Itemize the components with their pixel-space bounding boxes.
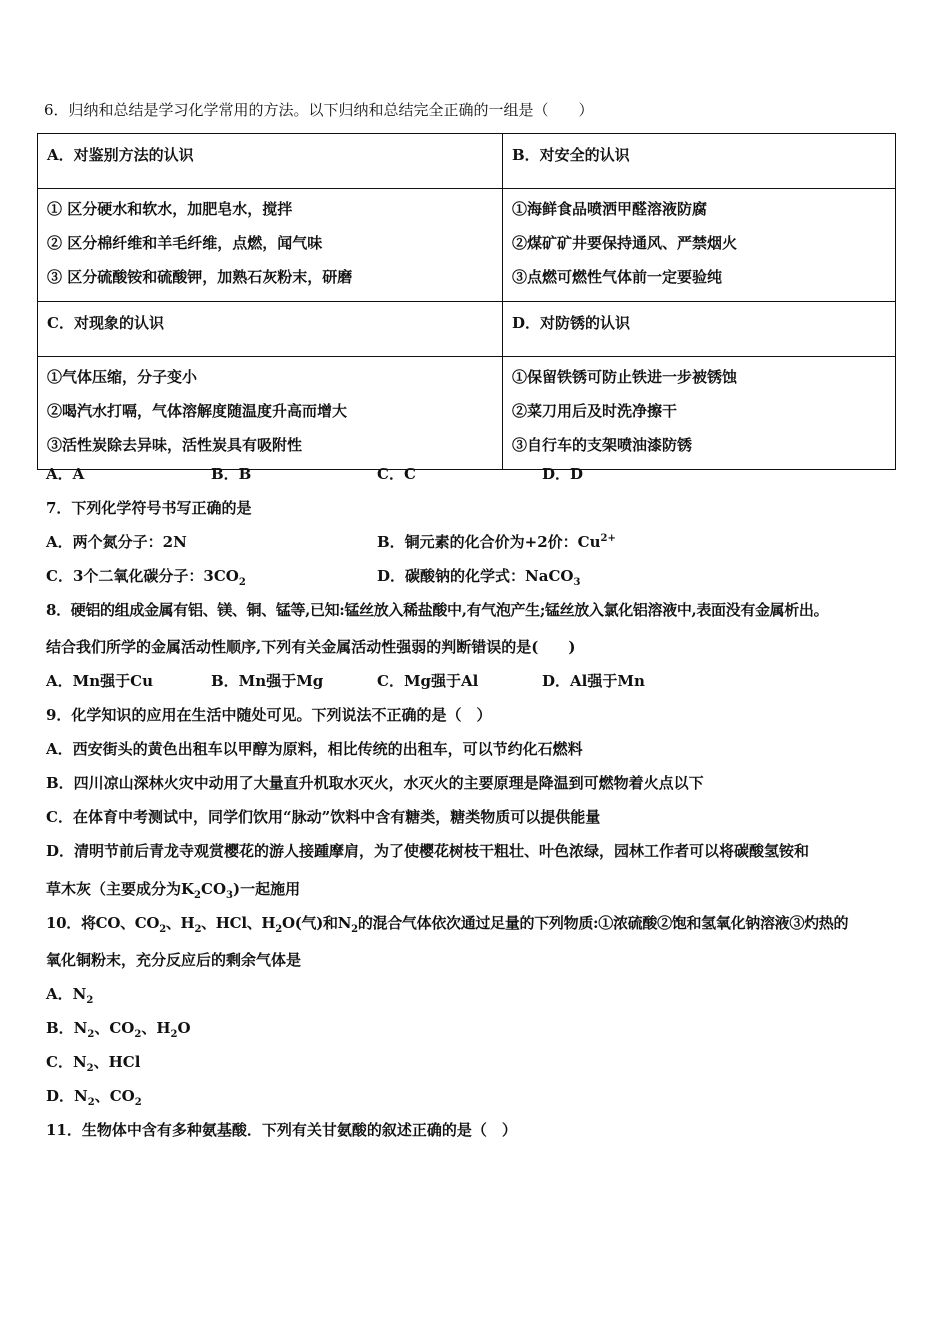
q9-option-d-line1: D．清明节前后青龙寺观赏樱花的游人接踵摩肩，为了使樱花树枝干粗壮、叶色浓绿，园林工作者可以将碳酸氢铵和 (46, 842, 810, 860)
q6-cell-c-body (38, 357, 503, 470)
q8-option-b: B．Mn强于Mg (211, 672, 324, 690)
q6-option-b: B．B (211, 465, 252, 483)
q6-d-item: ①保留铁锈可防止铁进一步被锈蚀 (512, 368, 738, 386)
q6-cell-c-head: C．对现象的认识 (38, 302, 503, 357)
q6-a-item: ① 区分硬水和软水，加肥皂水，搅拌 (47, 200, 293, 218)
q6-c-item: ②喝汽水打嗝，气体溶解度随温度升高而增大 (47, 402, 348, 420)
q6-option-c: C．C (377, 465, 416, 483)
q8-option-c: C．Mg强于Al (377, 672, 479, 690)
q6-cell-d-head: D．对防锈的认识 (503, 302, 896, 357)
q6-cell-a-body (38, 189, 503, 302)
q6-d-item: ②菜刀用后及时洗净擦干 (512, 402, 678, 420)
q7-option-c: C．3个二氧化碳分子：$3CO_2$ (46, 567, 246, 588)
q11-stem: 11．生物体中含有多种氨基酸．下列有关甘氨酸的叙述正确的是（ ） (46, 1121, 517, 1139)
q8-option-d: D．Al强于Mn (542, 672, 645, 690)
q8-option-a: A．Mn强于Cu (46, 672, 153, 690)
q6-c-item: ①气体压缩，分子变小 (47, 368, 198, 386)
q6-a-item: ② 区分棉纤维和羊毛纤维，点燃，闻气味 (47, 234, 323, 252)
q9-stem: 9．化学知识的应用在生活中随处可见。下列说法不正确的是（ ） (46, 706, 492, 724)
q10-option-c: C．$N_2$、HCl (46, 1053, 141, 1074)
q9-option-a: A．西安街头的黄色出租车以甲醇为原料，相比传统的出租车，可以节约化石燃料 (46, 740, 583, 758)
q6-cell-b-body (503, 189, 896, 302)
q8-stem-line2: 结合我们所学的金属活动性顺序,下列有关金属活动性强弱的判断错误的是( ) (46, 638, 576, 656)
q9-option-d-line2: 草木灰（主要成分为$K_2CO_3$)一起施用 (46, 880, 301, 901)
q8-stem-line1: 8．硬铝的组成金属有铝、镁、铜、锰等,已知:锰丝放入稀盐酸中,有气泡产生;锰丝放入氯化铝溶液中,表面没有金属析出。 (46, 601, 829, 619)
q6-cell-a-head: A．对鉴别方法的认识 (38, 134, 503, 189)
q6-cell-b-head: B．对安全的认识 (503, 134, 896, 189)
q7-option-b: B．铜元素的化合价为+2价：$Cu^{2+}$ (377, 533, 616, 551)
q7-option-d: D．碳酸钠的化学式：NaCO$_3$ (377, 567, 581, 588)
q6-c-item: ③活性炭除去异味，活性炭具有吸附性 (47, 436, 303, 454)
q6-cell-d-body (503, 357, 896, 470)
q6-a-item: ③ 区分硫酸铵和硫酸钾，加熟石灰粉末，研磨 (47, 268, 353, 286)
q10-option-a: A．$N_2$ (46, 985, 94, 1006)
q10-stem-line1: 10．将CO、$CO_2$、$H_2$、HCl、$H_2O$(气)和$N_2$的混合气体依次通过足量的下列物质:①浓硫酸②饱和氢氧化钠溶液③灼热的 (46, 914, 849, 935)
q6-stem: 6．归纳和总结是学习化学常用的方法。以下归纳和总结完全正确的一组是（ ） (44, 101, 594, 119)
q6-b-item: ③点燃可燃性气体前一定要验纯 (512, 268, 723, 286)
q9-option-b: B．四川凉山深林火灾中动用了大量直升机取水灭火，水灭火的主要原理是降温到可燃物着火点以下 (46, 774, 704, 792)
q6-d-item: ③自行车的支架喷油漆防锈 (512, 436, 693, 454)
q10-option-d: D．$N_2$、$CO_2$ (46, 1087, 142, 1108)
q7-stem: 7．下列化学符号书写正确的是 (46, 499, 252, 517)
q6-option-a: A．A (46, 465, 85, 483)
q9-option-c: C．在体育中考测试中，同学们饮用“脉动”饮料中含有糖类，糖类物质可以提供能量 (46, 808, 601, 826)
q6-table (37, 133, 896, 470)
q10-stem-line2: 氧化铜粉末，充分反应后的剩余气体是 (46, 951, 302, 969)
q6-b-item: ②煤矿矿井要保持通风、严禁烟火 (512, 234, 738, 252)
q6-option-d: D．D (542, 465, 584, 483)
q6-b-item: ①海鲜食品喷洒甲醛溶液防腐 (512, 200, 708, 218)
q7-option-a: A．两个氮分子：2N (46, 533, 187, 551)
q10-option-b: B．$N_2$、$CO_2$、$H_2O$ (46, 1019, 191, 1040)
